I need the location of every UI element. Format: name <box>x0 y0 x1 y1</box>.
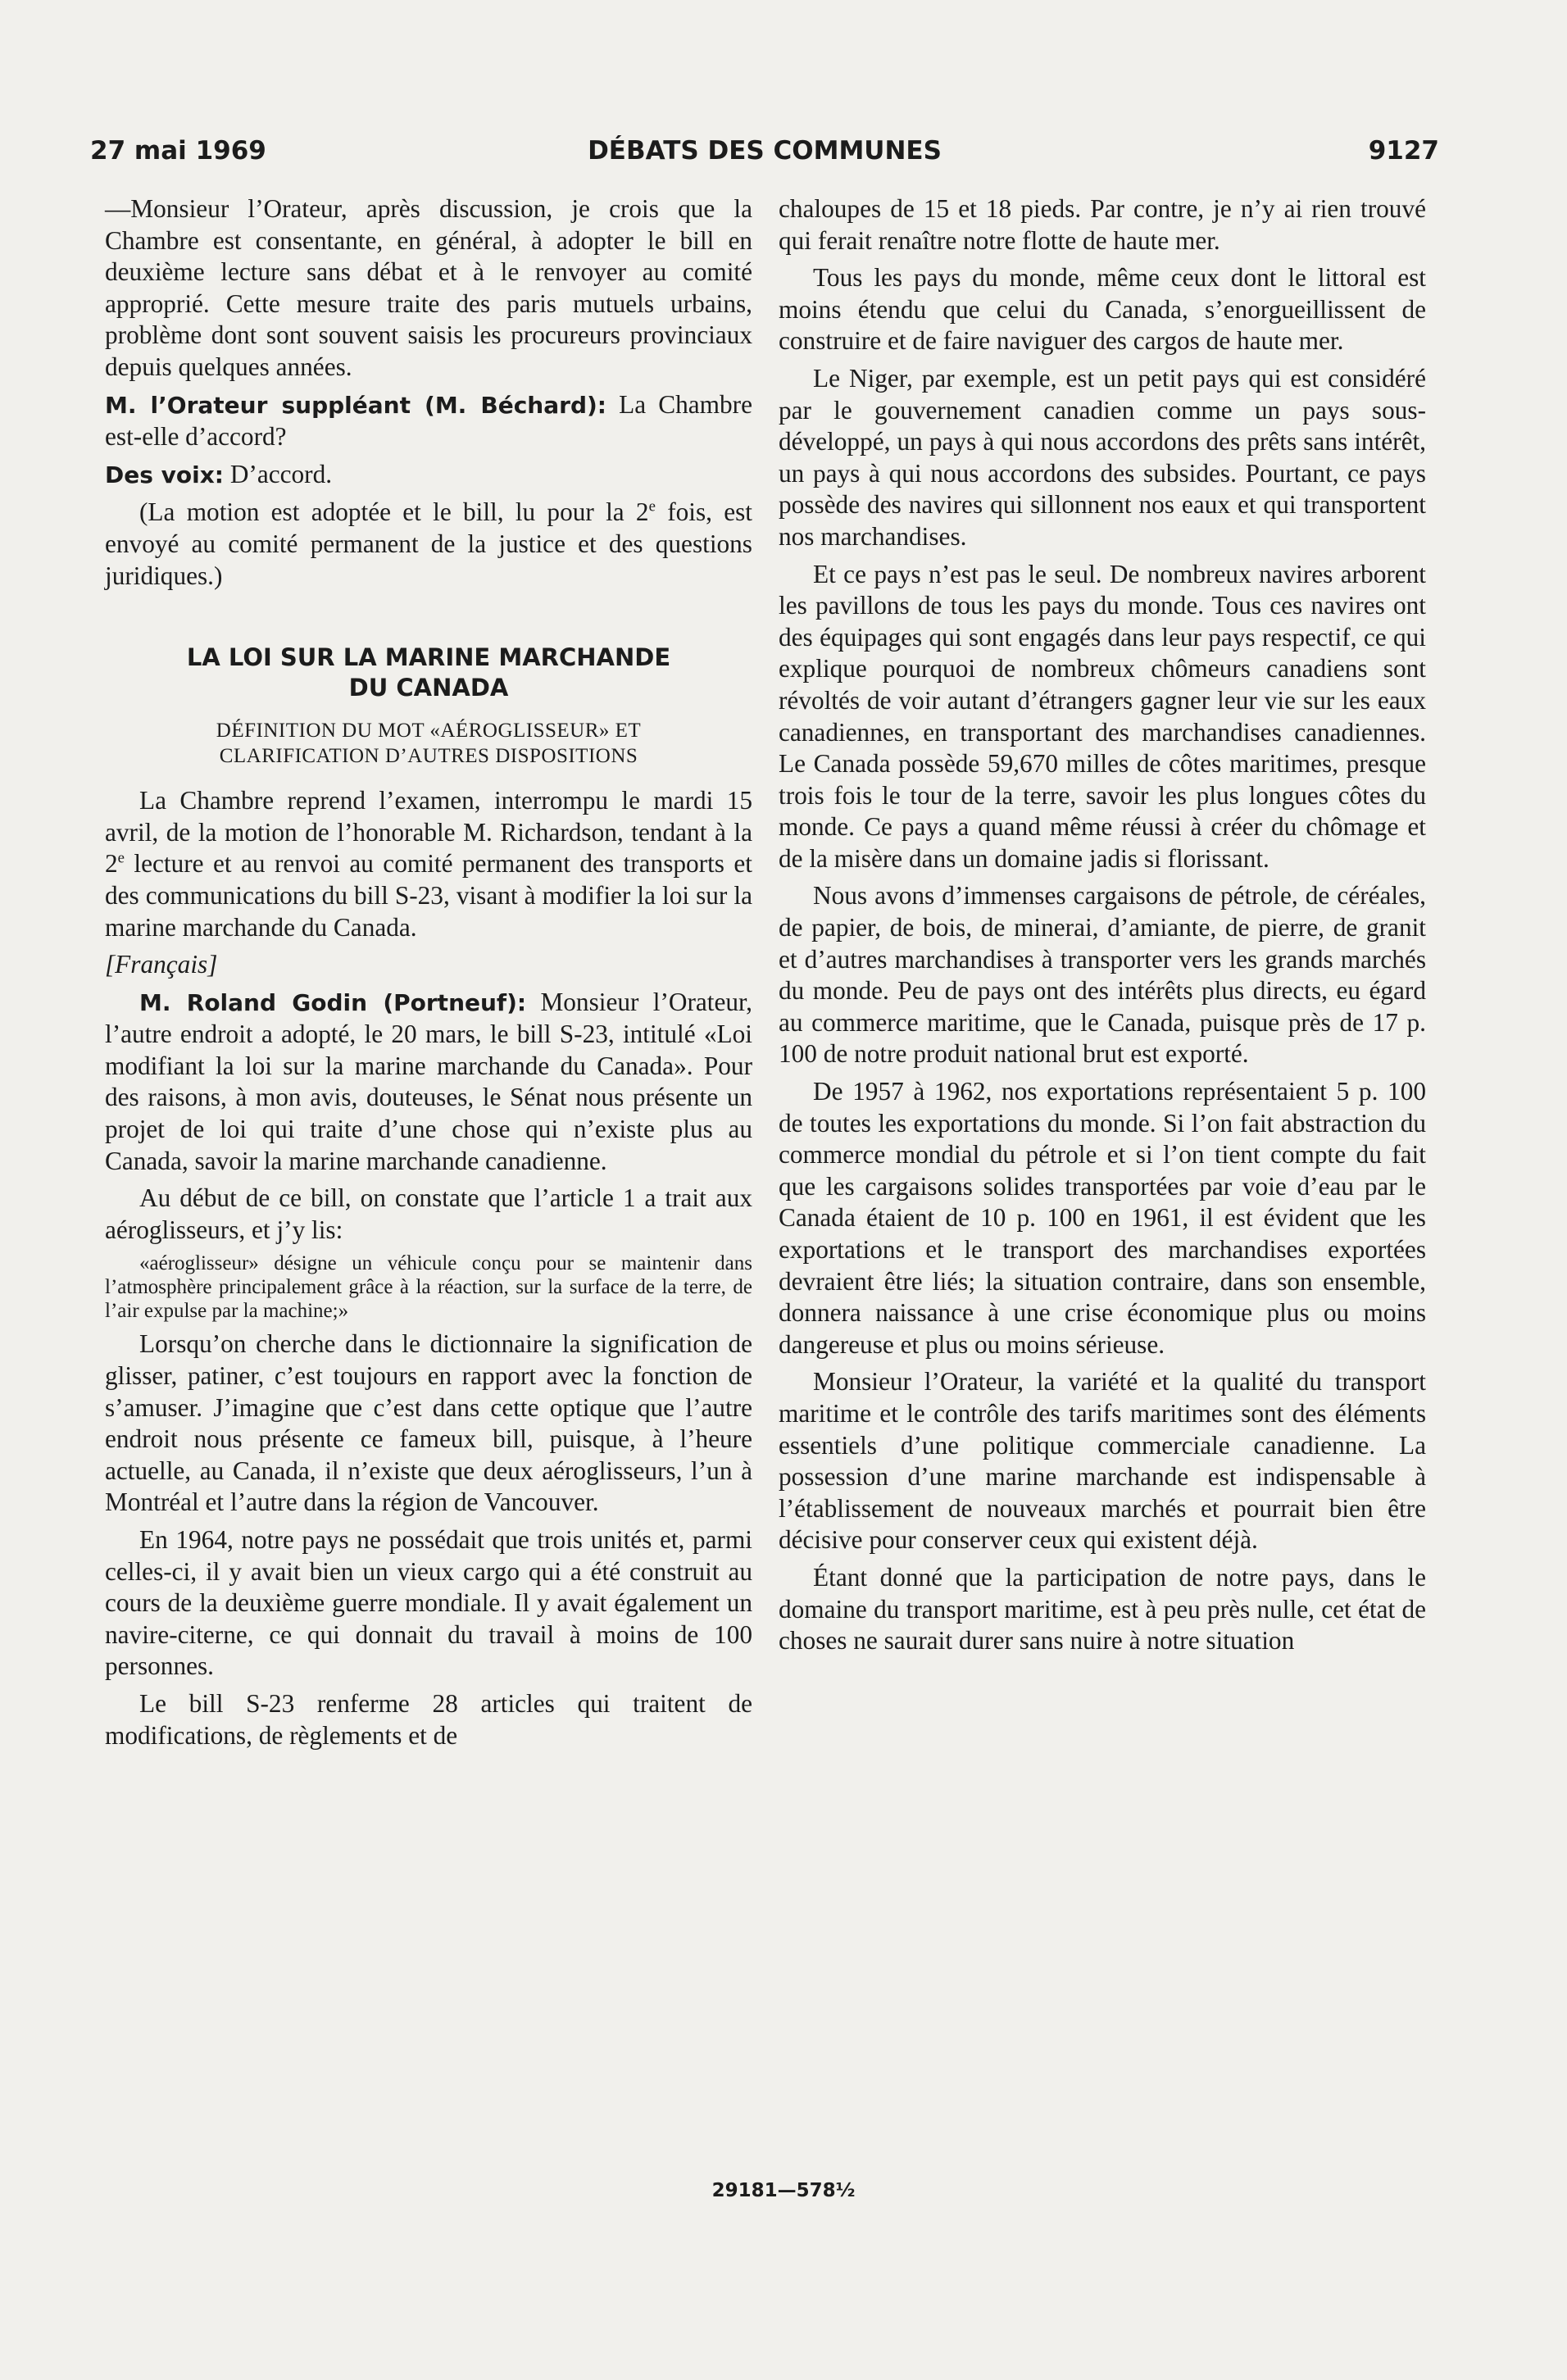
paragraph <box>105 987 752 1178</box>
paragraph: —Monsieur l’Orateur, après discussion, je crois que la Chambre est consentante, en général, à adopter le bill en deuxième lecture sans débat et à le renvoyer au comité approprié. Cette mesure traite des paris mutuels urbains, problème dont sont souvent saisis les procureurs provinciaux depuis quelques années. <box>105 194 752 381</box>
text-run: (La motion est adoptée et le bill, lu pour la 2 <box>139 497 649 527</box>
header-date: 27 mai 1969 <box>90 136 266 166</box>
paragraph: Étant donné que la participation de notre pays, dans le domaine du transport maritime, est à peu près nulle, cet état de choses ne saurait durer sans nuire à notre situation <box>779 1562 1426 1656</box>
paragraph: En 1964, notre pays ne possédait que trois unités et, parmi celles-ci, il y avait bien un vieux cargo qui a été construit au cours de la deuxième guerre mondiale. Il y avait également un navire-citerne, ce qui donnait du travail à moins de 100 personnes. <box>105 1525 752 1681</box>
paragraph <box>105 389 752 453</box>
paragraph: Et ce pays n’est pas le seul. De nombreux navires arborent les pavillons de tous les pays du monde. Tous ces navires ont des équipages qui sont engagés dans leur pays respectif, ce qui explique pourquoi de nombreux chômeurs canadiens sont révoltés de voir autant d’étrangers gagner leur vie sur les eaux canadiennes, en transportant des marchandises canadiennes. Le Canada possède 59,670 milles de côtes maritimes, presque trois fois le tour de la terre, savoir les plus longues côtes du monde. Ce pays a quand même réussi à créer du chômage et de la misère dans un domaine jadis si florissant. <box>779 559 1426 873</box>
speaker-name: Des voix: <box>105 461 224 488</box>
paragraph: Le bill S-23 renferme 28 articles qui traitent de modifications, de règlements et de <box>105 1688 752 1750</box>
subsection-title <box>105 718 752 769</box>
right-column <box>779 193 1426 1663</box>
left-column <box>105 193 752 1757</box>
speech-text: La Chambre est-elle d’accord? <box>105 389 752 452</box>
page-header <box>90 136 1439 177</box>
paragraph: Tous les pays du monde, même ceux dont le littoral est moins étendu que celui du Canada, s’enorgueillissent de construire et de faire naviguer des cargos de haute mer. <box>779 263 1426 356</box>
paragraph: Au début de ce bill, on constate que l’article 1 a trait aux aéroglisseurs, et j’y lis: <box>105 1183 752 1244</box>
page-footer-code: 29181—578½ <box>711 2180 856 2201</box>
paragraph: Monsieur l’Orateur, la variété et la qualité du transport maritime et le contrôle des tarifs maritimes sont des éléments essentiels d’une politique commerciale canadienne. La possession d’une marine marchande est indispensable à l’établissement de nouveaux marchés et pourrait bien être décisive pour conserver ceux qui existent déjà. <box>779 1367 1426 1555</box>
paragraph: Lorsqu’on cherche dans le dictionnaire la signification de glisser, patiner, c’est toujours en rapport avec la fonction de s’amuser. J’imagine que c’est dans cette optique que l’autre endroit nous présente ce fameux bill, puisque, à l’heure actuelle, au Canada, il n’existe que deux aéroglisseurs, l’un à Montréal et l’autre dans la région de Vancouver. <box>105 1329 752 1517</box>
paragraph <box>105 459 752 492</box>
language-label: [Français] <box>105 950 218 979</box>
paragraph: Le Niger, par exemple, est un petit pays qui est considéré par le gouvernement canadien comme un pays sous-développé, un pays à qui nous accordons des prêts sans intérêt, un pays à qui nous accordons des subsides. Pourtant, ce pays possède des navires qui sillonnent nos eaux et qui transportent nos marchandises. <box>779 363 1426 551</box>
superscript: e <box>117 849 125 867</box>
paragraph <box>105 785 752 943</box>
section-title <box>105 643 752 703</box>
language-marker <box>105 949 752 981</box>
speaker-name: M. l’Orateur suppléant (M. Béchard): <box>105 391 606 419</box>
superscript: e <box>648 497 656 516</box>
page-number: 9127 <box>1368 136 1439 166</box>
section-title-line: LA LOI SUR LA MARINE MARCHANDE <box>186 643 671 672</box>
paragraph <box>105 497 752 592</box>
subsection-title-line: DÉFINITION DU MOT «AÉROGLISSEUR» ET <box>216 720 642 743</box>
text-run: lecture et au renvoi au comité permanent des transports et des communications du bill S-23, visant à modifier la loi sur la marine marchande du Canada. <box>105 849 752 942</box>
speaker-name: M. Roland Godin (Portneuf): <box>139 988 527 1016</box>
quotation: «aéroglisseur» désigne un véhicule conçu pour se maintenir dans l’atmosphère principalement grâce à la réaction, sur la surface de la terre, de l’air expulse par la machine;» <box>105 1252 752 1323</box>
paragraph: De 1957 à 1962, nos exportations représentaient 5 p. 100 de toutes les exportations du monde. Si l’on fait abstraction du commerce mondial du pétrole et si l’on tient compte du fait que les cargaisons solides transportées par voie d’eau par le Canada étaient de 10 p. 100 en 1961, il est évident que les exportations et le transport des marchandises exportées devraient être liés; la situation contraire, dans son ensemble, donnera naissance à une crise économique plus ou moins dangereuse et plus ou moins sérieuse. <box>779 1077 1426 1359</box>
header-title: DÉBATS DES COMMUNES <box>588 136 942 166</box>
paragraph: Nous avons d’immenses cargaisons de pétrole, de céréales, de papier, de bois, de minerai, d’amiante, de pierre, de granit et d’autres marchandises à transporter vers les grands marchés du monde. Peu de pays ont des intérêts plus directs, eu égard au commerce maritime, que le Canada, puisque près de 17 p. 100 de notre produit national brut est exporté. <box>779 881 1426 1069</box>
paragraph: chaloupes de 15 et 18 pieds. Par contre, je n’y ai rien trouvé qui ferait renaître notre flotte de haute mer. <box>779 194 1426 255</box>
text-run: fois, est envoyé au comité permanent de la justice et des questions juridiques.) <box>105 497 752 590</box>
speech-text: D’accord. <box>229 459 333 488</box>
section-title-line: DU CANADA <box>348 674 509 702</box>
text-run: La Chambre reprend l’examen, interrompu le mardi 15 avril, de la motion de l’honorable M. Richardson, tendant à la 2 <box>105 786 752 879</box>
speech-text: Monsieur l’Orateur, l’autre endroit a adopté, le 20 mars, le bill S-23, intitulé «Loi modifiant la loi sur la marine marchande du Canada». Pour des raisons, à mon avis, douteuses, le Sénat nous présente un projet de loi qui traite d’une chose qui n’existe plus au Canada, savoir la marine marchande canadienne. <box>105 987 753 1175</box>
subsection-title-line: CLARIFICATION D’AUTRES DISPOSITIONS <box>219 745 638 768</box>
